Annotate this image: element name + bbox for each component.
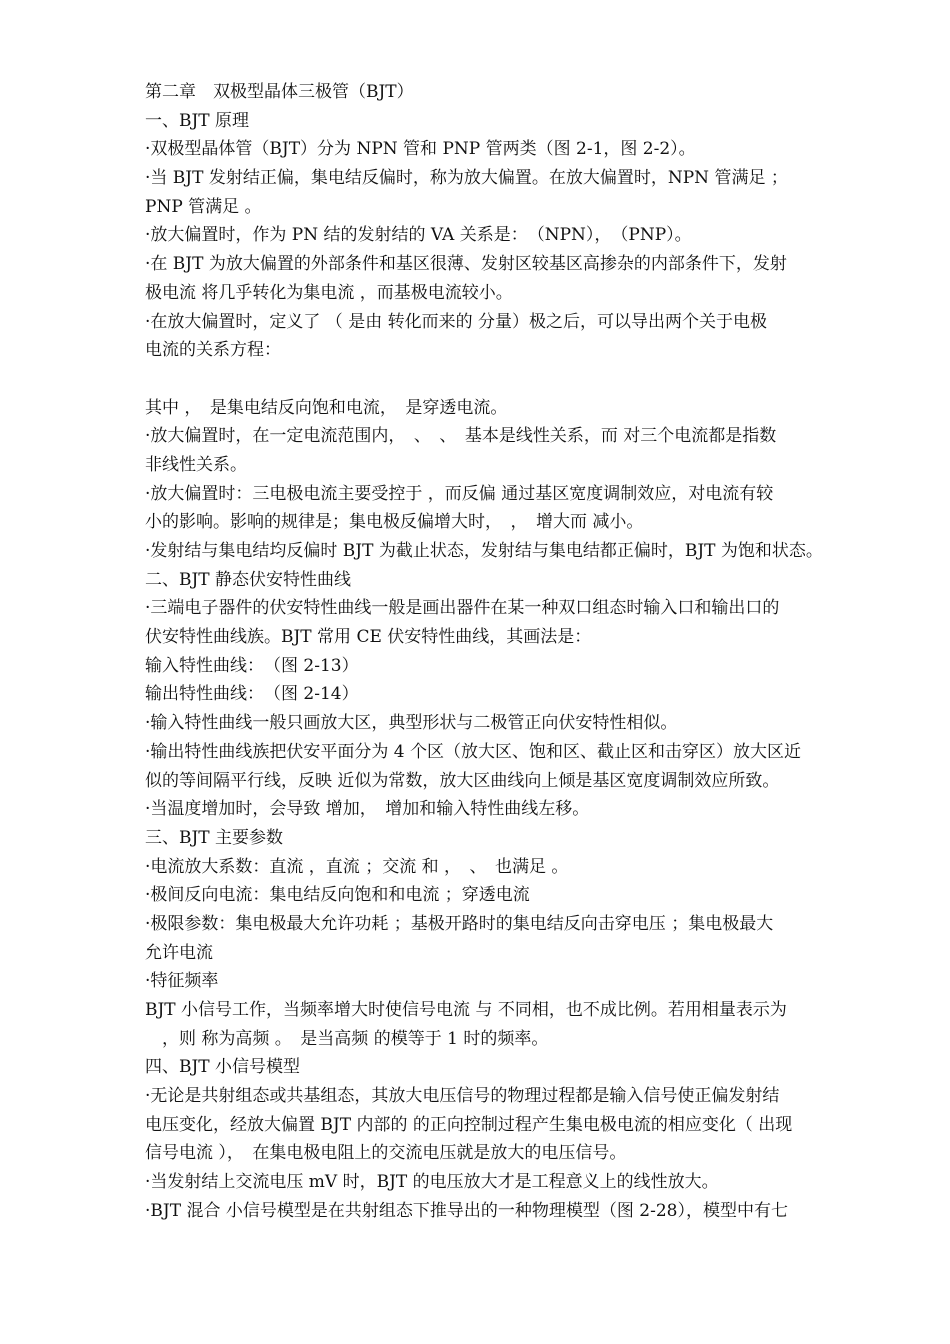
- paragraph-line: ·放大偏置时，在一定电流范围内， 、 、 基本是线性关系，而 对三个电流都是指数: [145, 426, 777, 447]
- paragraph-line: ·极限参数：集电极最大允许功耗 ；基极开路时的集电结反向击穿电压 ；集电极最大: [145, 913, 774, 934]
- paragraph-line: ·在放大偏置时，定义了 （ 是由 转化而来的 分量）极之后，可以导出两个关于电极: [145, 311, 768, 332]
- paragraph-line: ·当 BJT 发射结正偏，集电结反偏时，称为放大偏置。在放大偏置时，NPN 管满足 ；: [145, 168, 788, 189]
- section-heading: 二、BJT 静态伏安特性曲线: [145, 569, 352, 590]
- paragraph-line: ·特征频率: [145, 971, 219, 992]
- paragraph-line: 极电流 将几乎转化为集电流 ，而基极电流较小。: [145, 282, 513, 303]
- document-body: [145, 78, 945, 1226]
- paragraph-line: PNP 管满足 。: [145, 196, 262, 217]
- paragraph-line: ·在 BJT 为放大偏置的外部条件和基区很薄、发射区较基区高掺杂的内部条件下，发射: [145, 254, 787, 275]
- section-heading: 一、BJT 原理: [145, 110, 250, 131]
- paragraph-line: ·双极型晶体管（BJT）分为 NPN 管和 PNP 管两类（图 2-1，图 2-2）。: [145, 139, 696, 160]
- paragraph-line: ，则 称为高频 。 是当高频 的模等于 1 时的频率。: [145, 1028, 549, 1049]
- paragraph-line: ·三端电子器件的伏安特性曲线一般是画出器件在某一种双口组态时输入口和输出口的: [145, 598, 780, 619]
- paragraph-line: ·BJT 混合 小信号模型是在共射组态下推导出的一种物理模型（图 2-28），模型中有七: [145, 1200, 788, 1221]
- paragraph-line: ·当发射结上交流电压 mV 时，BJT 的电压放大才是工程意义上的线性放大。: [145, 1172, 719, 1193]
- paragraph-line: 输入特性曲线： （图 2-13）: [145, 655, 359, 676]
- paragraph-line: 其中 ， 是集电结反向饱和电流， 是穿透电流。: [145, 397, 508, 418]
- paragraph-line: 伏安特性曲线族。BJT 常用 CE 伏安特性曲线，其画法是：: [145, 627, 592, 648]
- paragraph-line: 小的影响。影响的规律是；集电极反偏增大时， ， 增大而 减小。: [145, 512, 644, 533]
- paragraph-line: 信号电流 ）， 在集电极电阻上的交流电压就是放大的电压信号。: [145, 1143, 627, 1164]
- paragraph-line: ·输出特性曲线族把伏安平面分为 4 个区（放大区、饱和区、截止区和击穿区）放大区近: [145, 741, 802, 762]
- paragraph-line: ·极间反向电流：集电结反向饱和和电流 ；穿透电流: [145, 885, 530, 906]
- paragraph-line: 输出特性曲线： （图 2-14）: [145, 684, 359, 705]
- paragraph-line: ·电流放大系数：直流 ，直流 ；交流 和 ， 、 也满足 。: [145, 856, 569, 877]
- paragraph-line: ·当温度增加时，会导致 增加， 增加和输入特性曲线左移。: [145, 799, 590, 820]
- paragraph-line: 电流的关系方程：: [145, 340, 281, 361]
- paragraph-line: 电压变化，经放大偏置 BJT 内部的 的正向控制过程产生集电极电流的相应变化（ 出现: [145, 1114, 793, 1135]
- paragraph-line: ·无论是共射组态或共基组态，其放大电压信号的物理过程都是输入信号使正偏发射结: [145, 1086, 780, 1107]
- paragraph-line: 似的等间隔平行线，反映 近似为常数，放大区曲线向上倾是基区宽度调制效应所致。: [145, 770, 780, 791]
- chapter-title: 第二章 双极型晶体三极管（BJT）: [145, 82, 414, 102]
- paragraph-line: 非线性关系。: [145, 454, 247, 475]
- paragraph-line: BJT 小信号工作，当频率增大时使信号电流 与 不同相，也不成比例。若用相量表示为: [145, 1000, 787, 1020]
- paragraph-line: ·发射结与集电结均反偏时 BJT 为截止状态，发射结与集电结都正偏时，BJT 为饱和状态。: [145, 541, 823, 561]
- section-heading: 三、BJT 主要参数: [145, 827, 284, 848]
- section-heading: 四、BJT 小信号模型: [145, 1057, 301, 1078]
- paragraph-line: ·输入特性曲线一般只画放大区，典型形状与二极管正向伏安特性相似。: [145, 713, 678, 734]
- paragraph-line: ·放大偏置时，作为 PN 结的发射结的 VA 关系是： （NPN）， （PNP）。: [145, 225, 692, 246]
- blank-line: [145, 365, 945, 394]
- paragraph-line: ·放大偏置时：三电极电流主要受控于 ，而反偏 通过基区宽度调制效应，对电流有较: [145, 483, 774, 504]
- paragraph-line: 允许电流: [145, 942, 213, 963]
